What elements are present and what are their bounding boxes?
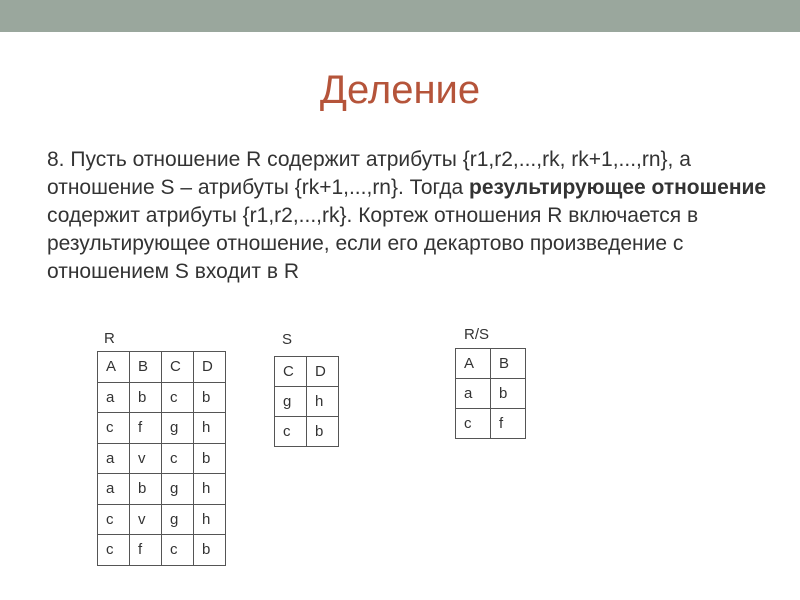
table-r: [97, 351, 226, 566]
table-r-header-cell: C: [162, 352, 194, 383]
table-r-cell: c: [98, 535, 130, 566]
table-r-cell: h: [194, 413, 226, 444]
table-rs-cell: c: [456, 409, 491, 439]
table-r-row: [98, 474, 226, 505]
table-r-cell: b: [194, 535, 226, 566]
table-s-cell: h: [307, 387, 339, 417]
paragraph-bold-term: результирующее отношение: [469, 176, 767, 199]
table-r-row: [98, 535, 226, 566]
table-r-cell: b: [194, 443, 226, 474]
table-r-cell: f: [130, 413, 162, 444]
table-r-cell: v: [130, 504, 162, 535]
table-rs-cell: b: [491, 379, 526, 409]
table-rs-row: [456, 379, 526, 409]
table-rs: [455, 348, 526, 439]
table-rs-header-row: [456, 349, 526, 379]
table-r-cell: g: [162, 413, 194, 444]
slide-title: Деление: [319, 68, 481, 112]
table-r-cell: c: [162, 535, 194, 566]
table-r-cell: b: [130, 382, 162, 413]
table-s-header-row: [275, 357, 339, 387]
table-r-cell: b: [194, 382, 226, 413]
table-rs-label: R/S: [464, 326, 490, 343]
table-s-label: S: [282, 331, 293, 348]
table-r-cell: v: [130, 443, 162, 474]
table-rs-cell: f: [491, 409, 526, 439]
table-s-cell: b: [307, 417, 339, 447]
table-s-cell: c: [275, 417, 307, 447]
table-r-cell: a: [98, 443, 130, 474]
top-bar: [0, 0, 800, 32]
table-r-cell: c: [98, 504, 130, 535]
table-r-row: [98, 504, 226, 535]
table-r-cell: c: [162, 382, 194, 413]
table-rs-cell: a: [456, 379, 491, 409]
table-r-header-cell: D: [194, 352, 226, 383]
table-rs-header-cell: A: [456, 349, 491, 379]
table-r-cell: g: [162, 504, 194, 535]
table-r-header-row: [98, 352, 226, 383]
table-rs-row: [456, 409, 526, 439]
table-r-row: [98, 382, 226, 413]
table-r-cell: a: [98, 474, 130, 505]
table-r-cell: b: [130, 474, 162, 505]
table-r-row: [98, 413, 226, 444]
table-r-cell: h: [194, 504, 226, 535]
table-r-header-cell: A: [98, 352, 130, 383]
slide-paragraph: [47, 146, 767, 286]
paragraph-text-2: содержит атрибуты {r1,r2,...,rk}. Кортеж отношения R включается в результирующее отношение, если его декартово произведение с отношением S входит в R: [47, 204, 699, 283]
table-r-label: R: [104, 330, 115, 347]
table-r-cell: c: [162, 443, 194, 474]
table-s-row: [275, 387, 339, 417]
table-s-header-cell: C: [275, 357, 307, 387]
table-r-cell: f: [130, 535, 162, 566]
table-r-row: [98, 443, 226, 474]
table-s-cell: g: [275, 387, 307, 417]
table-r-header-cell: B: [130, 352, 162, 383]
table-r-cell: a: [98, 382, 130, 413]
table-r-cell: g: [162, 474, 194, 505]
paragraph-text-1: 8. Пусть отношение R содержит атрибуты {r1,r2,...,rk, rk+1,...,rn}, а отношение S – атрибуты {rk+1,...,rn}. Тогда: [47, 148, 691, 199]
table-s: [274, 356, 339, 447]
table-s-row: [275, 417, 339, 447]
table-rs-header-cell: B: [491, 349, 526, 379]
table-s-header-cell: D: [307, 357, 339, 387]
table-r-cell: h: [194, 474, 226, 505]
table-r-cell: c: [98, 413, 130, 444]
